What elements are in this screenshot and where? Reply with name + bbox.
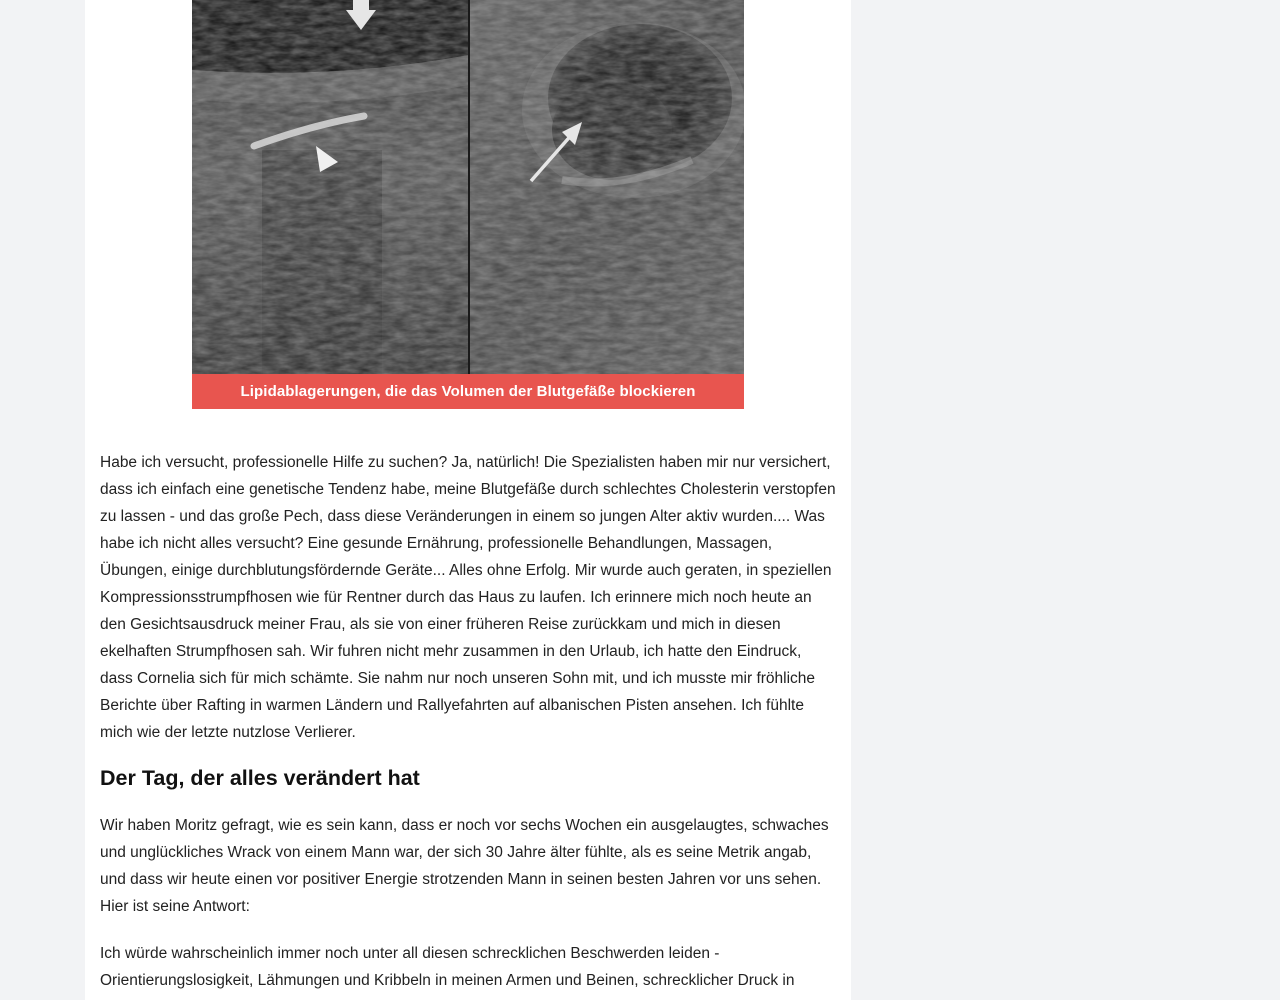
ultrasound-image	[192, 0, 744, 374]
article-page	[85, 0, 851, 1000]
article-paragraph: Habe ich versucht, professionelle Hilfe zu suchen? Ja, natürlich! Die Spezialisten haben mir nur versichert, dass ich einfach eine genetische Tendenz habe, meine Blutgefäße durch schlechtes Cholesterin verstopfen zu lassen - und das große Pech, dass diese Veränderungen in einem so jungen Alter aktiv wurden.... Was habe ich nicht alles versucht? Eine gesunde Ernährung, professionelle Behandlungen, Massagen, Übungen, einige durchblutungsfördernde Geräte... Alles ohne Erfolg. Mir wurde auch geraten, in speziellen Kompressionsstrumpfhosen wie für Rentner durch das Haus zu laufen. Ich erinnere mich noch heute an den Gesichtsausdruck meiner Frau, als sie von einer früheren Reise zurückkam und mich in diesen ekelhaften Strumpfhosen sah. Wir fuhren nicht mehr zusammen in den Urlaub, ich hatte den Eindruck, dass Cornelia sich für mich schämte. Sie nahm nur noch unseren Sohn mit, und ich musste mir fröhliche Berichte über Rafting in warmen Ländern und Rallyefahrten auf albanischen Pisten ansehen. Ich fühlte mich wie der letzte nutzlose Verlierer.	[100, 454, 836, 741]
article-paragraph: Wir haben Moritz gefragt, wie es sein kann, dass er noch vor sechs Wochen ein ausgelaugtes, schwaches und unglückliches Wrack von einem Mann war, der sich 30 Jahre älter fühlte, als es seine Metrik angab, und dass wir heute einen vor positiver Energie strotzenden Mann in seinen besten Jahren vor uns sehen. Hier ist seine Antwort:	[100, 817, 829, 915]
article-body	[100, 449, 836, 994]
figure-caption: Lipidablagerungen, die das Volumen der Blutgefäße blockieren	[192, 374, 744, 409]
section-heading: Der Tag, der alles verändert hat	[100, 766, 420, 790]
ultrasound-figure	[192, 0, 744, 409]
article-paragraph: Ich würde wahrscheinlich immer noch unter all diesen schrecklichen Beschwerden leiden - Orientierungslosigkeit, Lähmungen und Kribbeln in meinen Armen und Beinen, schrecklicher Druck in	[100, 945, 795, 989]
